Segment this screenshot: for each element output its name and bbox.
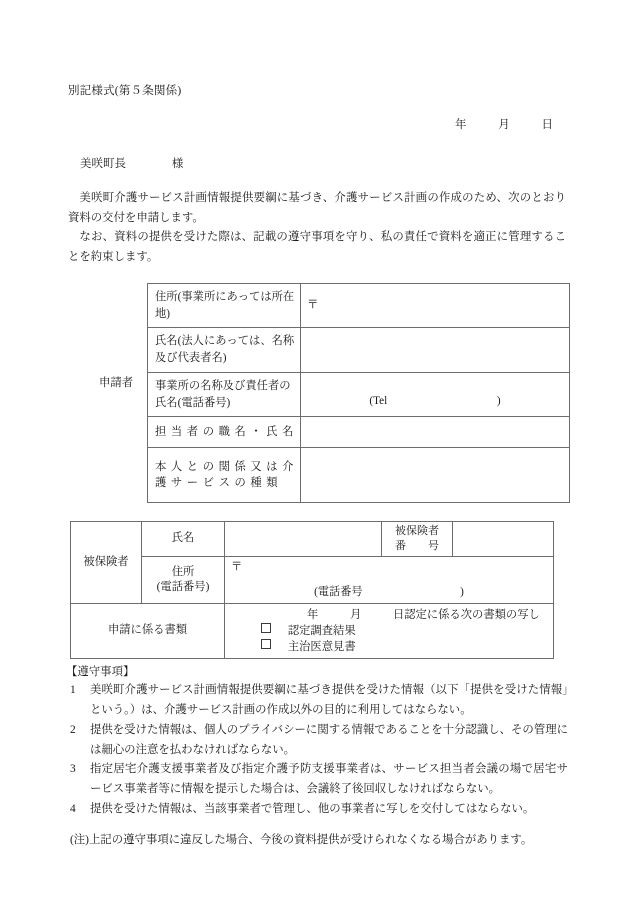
compliance-item-text: 指定居宅介護支援事業者及び指定介護予防支援事業者は、サービス担当者会議の場で居宅サービス事業者等に情報を提示した場合は、会議終了後回収しなければならない。 — [90, 763, 568, 796]
applicant-office-label: 事業所の名称及び責任者の氏名(電話番号) — [148, 372, 301, 416]
checkbox-option-survey-result[interactable] — [235, 623, 553, 639]
list-item — [66, 800, 568, 820]
insured-tel-open: (電話番号 — [314, 585, 363, 598]
insurance-number-label — [382, 522, 453, 557]
list-item — [66, 760, 568, 800]
applicant-address-label: 住所(事業所にあっては所在地) — [148, 284, 301, 328]
documents-date-year: 年 — [307, 609, 319, 621]
date-line — [455, 117, 553, 135]
compliance-item-text: 提供を受けた情報は、個人のプライバシーに関する情報であることを十分認識し、その管理には細心の注意を払わなければならない。 — [90, 723, 568, 756]
date-year-label: 年 — [455, 119, 467, 131]
body-paragraph-1: 美咲町介護サービス計画情報提供要綱に基づき、介護サービス計画の作成のため、次のとおり資料の交付を申請します。 — [68, 192, 566, 224]
compliance-item-number: 1 — [70, 684, 76, 696]
insured-address-label-line2: (電話番号) — [156, 581, 210, 593]
checkbox-icon[interactable] — [261, 623, 271, 633]
insured-address-label — [142, 557, 225, 604]
applicant-tel-open: (Tel — [369, 394, 388, 407]
compliance-item-text: 提供を受けた情報は、当該事業者で管理し、他の事業者に写しを交付してはならない。 — [90, 803, 535, 816]
checkbox-option-doctor-opinion[interactable] — [235, 639, 553, 655]
applicant-tel-close: ) — [496, 394, 501, 407]
applicant-contact-value[interactable] — [301, 417, 570, 448]
table-row — [148, 417, 570, 448]
postal-code-icon: 〒 — [231, 561, 243, 574]
applicant-tel-field[interactable] — [307, 379, 563, 410]
table-row — [71, 522, 554, 557]
table-row — [71, 604, 554, 659]
addressee-name: 美咲町長 — [80, 158, 126, 170]
checkbox-label: 主治医意見書 — [287, 641, 356, 654]
footnote: (注)上記の遵守事項に違反した場合、今後の資料提供が受けられなくなる場合があります。 — [70, 834, 533, 846]
compliance-item-number: 4 — [70, 803, 76, 816]
compliance-title: 【遵守事項】 — [66, 666, 135, 678]
checkbox-icon[interactable] — [261, 639, 271, 649]
insured-tel-field[interactable] — [231, 574, 547, 601]
list-item — [66, 681, 568, 721]
documents-date-month: 月 — [349, 609, 362, 621]
body-text — [68, 189, 566, 267]
table-row — [148, 372, 570, 416]
applicant-address-value[interactable] — [301, 284, 570, 328]
applicant-side-label: 申請者 — [99, 377, 134, 389]
documents-options — [225, 604, 554, 659]
compliance-item-number: 3 — [70, 763, 76, 776]
applicant-relation-label: 本人との関係又は介護サービスの種類 — [148, 448, 301, 503]
applicant-name-label: 氏名(法人にあっては、名称及び代表者名) — [148, 328, 301, 372]
addressee-honorific: 様 — [171, 158, 184, 170]
applicant-table — [147, 283, 570, 503]
insured-name-label: 氏名 — [142, 522, 225, 557]
documents-date-rest: 日認定に係る次の書類の写し — [392, 609, 540, 621]
applicant-name-value[interactable] — [301, 328, 570, 372]
body-paragraph-2: なお、資料の提供を受けた際は、記載の遵守事項を守り、私の責任で資料を適正に管理することを約束します。 — [68, 231, 566, 263]
table-row — [148, 328, 570, 372]
postal-code-icon: 〒 — [307, 299, 319, 312]
insured-name-value[interactable] — [225, 522, 382, 557]
compliance-list — [66, 681, 568, 820]
date-day-label: 日 — [541, 119, 553, 131]
insurance-number-label-line2: 番 号 — [395, 540, 439, 552]
applicant-office-value[interactable] — [301, 372, 570, 416]
insurance-number-label-line1: 被保険者 — [395, 524, 439, 537]
insured-address-value[interactable] — [225, 557, 554, 604]
insurance-number-value[interactable] — [453, 522, 554, 557]
insured-tel-close: ) — [460, 585, 464, 598]
form-number: 別記様式(第５条関係) — [68, 85, 182, 97]
table-row — [148, 448, 570, 503]
date-month-label: 月 — [498, 119, 510, 131]
insured-address-label-line1: 住所 — [171, 565, 195, 578]
insured-person-table — [70, 521, 554, 659]
insured-side-label: 被保険者 — [71, 522, 142, 604]
list-item — [66, 721, 568, 761]
table-row — [148, 284, 570, 328]
applicant-relation-value[interactable] — [301, 448, 570, 503]
compliance-item-number: 2 — [70, 723, 76, 736]
checkbox-label: 認定調査結果 — [287, 625, 356, 638]
documents-label: 申請に係る書類 — [71, 604, 225, 659]
applicant-contact-label: 担当者の職名・氏名 — [148, 417, 301, 448]
addressee — [80, 156, 183, 174]
table-row — [71, 557, 554, 604]
documents-date-line[interactable] — [235, 607, 553, 623]
compliance-item-text: 美咲町介護サービス計画情報提供要綱に基づき提供を受けた情報（以下「提供を受けた情報」という。）は、介護サービス計画の作成以外の目的に利用してはならない。 — [90, 684, 568, 716]
